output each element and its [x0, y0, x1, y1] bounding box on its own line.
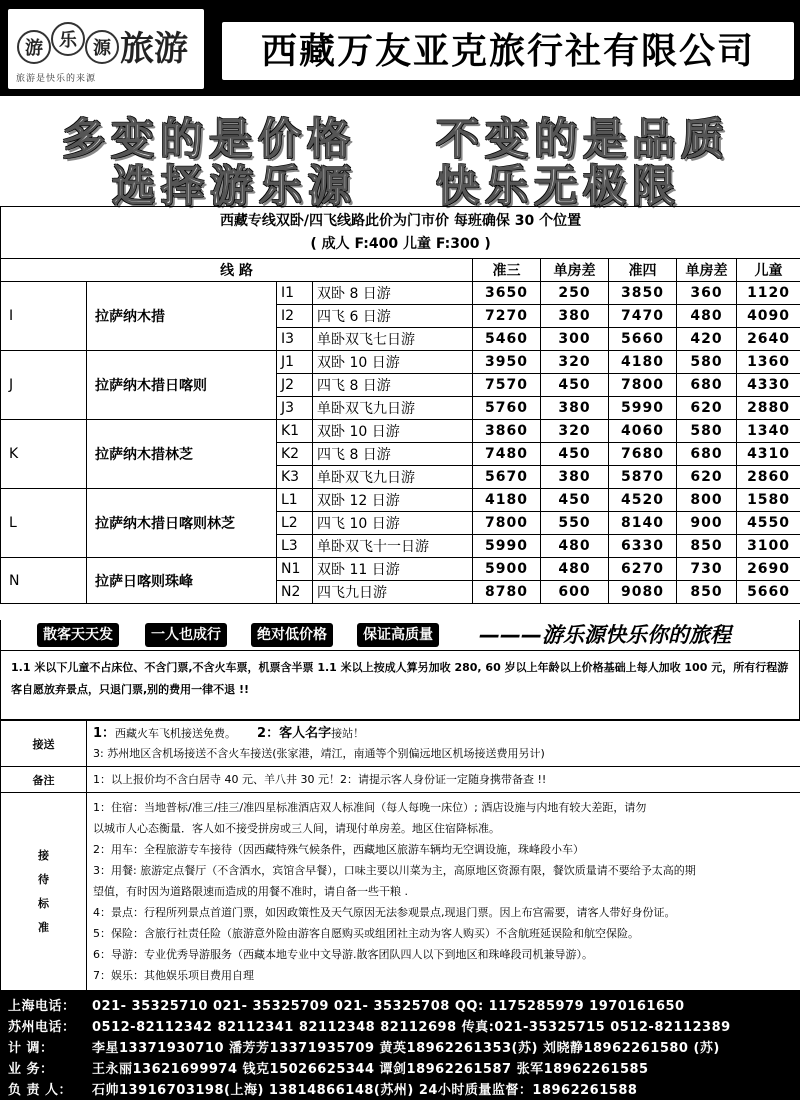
route-code: N1: [277, 558, 313, 581]
price-zs: 8780: [473, 581, 541, 604]
standard-label: [1, 793, 87, 991]
price-zsi: 7800: [609, 374, 677, 397]
price-zs: 4180: [473, 489, 541, 512]
logo-slogan: 旅游是快乐的来源: [16, 74, 97, 84]
route-group-name: 拉萨纳木措林芝: [87, 420, 277, 489]
route-name: 四飞 8 日游: [313, 374, 473, 397]
price-zs: 3860: [473, 420, 541, 443]
promo-tag-3: 绝对低价格: [251, 623, 333, 647]
price-dfc2: 620: [677, 466, 737, 489]
standard-line: 2：用车：全程旅游专车接待（因西藏特殊气候条件，西藏地区旅游车辆均无空调设施，珠峰段小车）: [93, 843, 584, 856]
price-zs: 5460: [473, 328, 541, 351]
price-child: 2860: [737, 466, 800, 489]
route-name: 四飞九日游: [313, 581, 473, 604]
price-zs: 7800: [473, 512, 541, 535]
price-zsi: 8140: [609, 512, 677, 535]
price-dfc2: 850: [677, 535, 737, 558]
transfer-line-3: 3: 苏州地区含机场接送不含火车接送(张家港，靖江，南通等个别偏远地区机场接送费用另计): [93, 746, 545, 760]
header-zs: 准三: [473, 259, 541, 282]
price-zsi: 6330: [609, 535, 677, 558]
footer-row-shanghai: [8, 995, 685, 1014]
route-name: 双卧 12 日游: [313, 489, 473, 512]
price-zs: 3950: [473, 351, 541, 374]
route-code: L3: [277, 535, 313, 558]
company-name: 西藏万友亚克旅行社有限公司: [222, 22, 794, 80]
footer-text: 王永丽13621699974 钱克15026625344 谭剑18962261587 张军18962261585: [92, 1062, 649, 1077]
price-zs: 3650: [473, 282, 541, 305]
price-child: 4550: [737, 512, 800, 535]
price-zsi: 5870: [609, 466, 677, 489]
route-code: J1: [277, 351, 313, 374]
price-child: 4090: [737, 305, 800, 328]
transfer-line-2-bold: 2：客人名字: [257, 725, 332, 741]
price-zsi: 7680: [609, 443, 677, 466]
standard-content: [87, 793, 800, 991]
price-zs: 7570: [473, 374, 541, 397]
logo-char: 游: [25, 38, 43, 59]
price-zsi: 4180: [609, 351, 677, 374]
price-child: 2690: [737, 558, 800, 581]
price-zsi: 7470: [609, 305, 677, 328]
contact-footer: [0, 990, 800, 1100]
table-header-row: [1, 259, 800, 282]
price-dfc1: 320: [541, 351, 609, 374]
price-child: 1580: [737, 489, 800, 512]
footer-label: 苏州电话：: [8, 1020, 76, 1035]
promo-tag-1: 散客天天发: [37, 623, 119, 647]
price-dfc1: 480: [541, 535, 609, 558]
standard-label-3: 标: [38, 896, 49, 910]
header-route: 线 路: [1, 259, 473, 282]
header-zsi: 准四: [609, 259, 677, 282]
route-row: [1, 558, 800, 581]
logo-circles-icon: [16, 17, 120, 67]
standard-label-1: 接: [38, 848, 49, 862]
price-zs: 7480: [473, 443, 541, 466]
price-dfc2: 730: [677, 558, 737, 581]
footer-row-planner: [8, 1037, 720, 1056]
price-dfc1: 380: [541, 397, 609, 420]
route-group-letter: N: [1, 558, 87, 604]
price-dfc1: 480: [541, 558, 609, 581]
route-group-letter: J: [1, 351, 87, 420]
promo-tag-2: 一人也成行: [145, 623, 227, 647]
price-dfc1: 600: [541, 581, 609, 604]
price-dfc1: 450: [541, 443, 609, 466]
route-group-letter: I: [1, 282, 87, 351]
price-dfc2: 580: [677, 351, 737, 374]
route-group-name: 拉萨纳木措日喀则林芝: [87, 489, 277, 558]
route-row: [1, 351, 800, 374]
price-child: 3100: [737, 535, 800, 558]
price-zs: 5900: [473, 558, 541, 581]
price-zs: 5670: [473, 466, 541, 489]
route-code: J2: [277, 374, 313, 397]
price-dfc1: 380: [541, 305, 609, 328]
price-child: 2880: [737, 397, 800, 420]
remark-label: 备注: [1, 767, 87, 793]
standard-label-4: 准: [38, 920, 49, 934]
price-table-wrap: [0, 206, 800, 604]
price-child: 4310: [737, 443, 800, 466]
transfer-line-2: 接站！: [331, 726, 365, 740]
route-code: K3: [277, 466, 313, 489]
standard-row: [1, 793, 800, 991]
footer-row-sales: [8, 1058, 649, 1077]
route-group-letter: L: [1, 489, 87, 558]
route-name: 单卧双飞九日游: [313, 466, 473, 489]
price-dfc2: 620: [677, 397, 737, 420]
route-code: I1: [277, 282, 313, 305]
price-child: 1340: [737, 420, 800, 443]
price-dfc2: 900: [677, 512, 737, 535]
standard-line: 7：娱乐：其他娱乐项目费用自理: [93, 969, 254, 982]
price-dfc2: 850: [677, 581, 737, 604]
route-code: L1: [277, 489, 313, 512]
transfer-label: 接送: [1, 721, 87, 767]
table-title-1: 西藏专线双卧/四飞线路此价为门市价 每班确保 30 个位置: [219, 212, 582, 229]
remark-row: [1, 767, 800, 793]
child-policy-notes: 1.1 米以下儿童不占床位、不含门票,不含火车票，机票含半票 1.1 米以上按成人算另加收 280, 60 岁以上年龄以上价格基础上每人加收 100 元，所有行程游客自愿放弃景点，只退门票,别的费用一律不退 !!: [0, 650, 800, 720]
footer-text: 李星13371930710 潘芳芳13371935709 黄英18962261353(苏) 刘晓静18962261580 (苏): [92, 1041, 720, 1056]
price-zs: 5760: [473, 397, 541, 420]
slogan-3: 选择游乐源: [112, 162, 357, 212]
route-row: [1, 282, 800, 305]
standard-line: 4：景点：行程所列景点首道门票，如因政策性及天气原因无法参观景点,现退门票。因上布宫需要，请客人带好身份证。: [93, 906, 676, 919]
footer-label: 计 调：: [8, 1041, 54, 1056]
price-dfc1: 450: [541, 374, 609, 397]
route-name: 四飞 8 日游: [313, 443, 473, 466]
price-zsi: 4060: [609, 420, 677, 443]
price-child: 5660: [737, 581, 800, 604]
logo-char: 乐: [59, 30, 77, 51]
promo-banner: [0, 620, 800, 650]
route-group-letter: K: [1, 420, 87, 489]
price-dfc1: 300: [541, 328, 609, 351]
price-dfc2: 480: [677, 305, 737, 328]
price-dfc1: 250: [541, 282, 609, 305]
price-dfc2: 800: [677, 489, 737, 512]
price-dfc2: 580: [677, 420, 737, 443]
route-name: 双卧 10 日游: [313, 420, 473, 443]
price-table: [0, 206, 800, 604]
route-name: 双卧 11 日游: [313, 558, 473, 581]
footer-text: 0512-82112342 82112341 82112348 82112698 传真:021-35325715 0512-82112389: [92, 1020, 731, 1035]
price-dfc2: 420: [677, 328, 737, 351]
standard-line: 6：导游：专业优秀导游服务（西藏本地专业中文导游.散客团队四人以下到地区和珠峰段司机兼导游）。: [93, 948, 593, 961]
price-dfc1: 320: [541, 420, 609, 443]
transfer-num-1: 1：: [93, 725, 116, 741]
transfer-line-1: 西藏火车飞机接送免费。: [115, 726, 237, 740]
price-dfc1: 380: [541, 466, 609, 489]
route-code: I3: [277, 328, 313, 351]
route-code: L2: [277, 512, 313, 535]
route-code: I2: [277, 305, 313, 328]
price-zsi: 6270: [609, 558, 677, 581]
price-dfc1: 550: [541, 512, 609, 535]
transfer-content: [87, 721, 800, 767]
price-child: 1360: [737, 351, 800, 374]
logo-main-text: 旅游: [120, 29, 188, 69]
promo-tag-4: 保证高质量: [357, 623, 439, 647]
footer-label: 上海电话：: [8, 999, 76, 1014]
price-zsi: 4520: [609, 489, 677, 512]
route-name: 双卧 10 日游: [313, 351, 473, 374]
standard-line: 3：用餐: 旅游定点餐厅（不含酒水，宾馆含早餐），口味主要以川菜为主，高原地区资源有限，餐饮质量请不要给予太高的期: [93, 864, 696, 877]
footer-row-suzhou: [8, 1016, 731, 1035]
route-row: [1, 420, 800, 443]
price-child: 1120: [737, 282, 800, 305]
route-code: K1: [277, 420, 313, 443]
logo: [8, 9, 204, 89]
route-group-name: 拉萨纳木措: [87, 282, 277, 351]
price-child: 2640: [737, 328, 800, 351]
route-name: 单卧双飞十一日游: [313, 535, 473, 558]
page-header: [0, 0, 800, 96]
route-group-name: 拉萨纳木措日喀则: [87, 351, 277, 420]
route-name: 四飞 10 日游: [313, 512, 473, 535]
slogan-4: 快乐无极限: [436, 162, 681, 212]
slogan-2: 不变的是品质: [436, 115, 730, 165]
footer-text: 021- 35325710 021- 35325709 021- 35325708 QQ: 1175285979 1970161650: [92, 999, 685, 1014]
transfer-row: [1, 721, 800, 767]
remark-text: 1：以上报价均不含白居寺 40 元、羊八井 30 元！2：请提示客人身份证一定随身携带备查 !!: [87, 767, 800, 793]
price-zs: 7270: [473, 305, 541, 328]
table-title-row: [1, 207, 800, 259]
standard-line: 1：住宿：当地普标/准三/挂三/准四星标准酒店双人标准间（每人每晚一床位）; 酒店设施与内地有较大差距，请勿: [93, 801, 647, 814]
route-code: N2: [277, 581, 313, 604]
price-dfc2: 360: [677, 282, 737, 305]
route-row: [1, 489, 800, 512]
price-zs: 5990: [473, 535, 541, 558]
standard-label-2: 待: [38, 872, 49, 886]
header-dfc1: 单房差: [541, 259, 609, 282]
standard-line: 5：保险：含旅行社责任险（旅游意外险由游客自愿购买或组团社主动为客人购买）不含航班延误险和航空保险。: [93, 927, 639, 940]
price-dfc2: 680: [677, 443, 737, 466]
price-zsi: 9080: [609, 581, 677, 604]
banner-tagline: ———游乐源快乐你的旅程: [479, 623, 731, 647]
footer-label: 业 务：: [8, 1062, 54, 1077]
standard-line: 以城市人心态衡量．客人如不接受拼房或三人间，请现付单房差。地区住宿降标准。: [93, 822, 500, 835]
footer-row-manager: [8, 1079, 637, 1098]
route-group-name: 拉萨日喀则珠峰: [87, 558, 277, 604]
route-code: K2: [277, 443, 313, 466]
price-child: 4330: [737, 374, 800, 397]
price-dfc1: 450: [541, 489, 609, 512]
footer-label: 负 责 人：: [8, 1083, 73, 1098]
standard-line: 望值，有时因为道路限速而造成的用餐不准时，请自备一些干粮 .: [93, 885, 408, 898]
logo-char: 源: [93, 38, 111, 59]
route-name: 单卧双飞七日游: [313, 328, 473, 351]
slogan-1: 多变的是价格: [62, 115, 356, 165]
table-title-2: ( 成人 F:400 儿童 F:300 ): [310, 235, 491, 252]
route-code: J3: [277, 397, 313, 420]
price-zsi: 3850: [609, 282, 677, 305]
route-name: 单卧双飞九日游: [313, 397, 473, 420]
header-dfc2: 单房差: [677, 259, 737, 282]
price-zsi: 5990: [609, 397, 677, 420]
header-child: 儿童: [737, 259, 800, 282]
footer-text: 石帅13916703198(上海) 13814866148(苏州) 24小时质量监督：18962261588: [92, 1083, 638, 1098]
route-name: 四飞 6 日游: [313, 305, 473, 328]
route-name: 双卧 8 日游: [313, 282, 473, 305]
price-zsi: 5660: [609, 328, 677, 351]
price-dfc2: 680: [677, 374, 737, 397]
info-table: [0, 720, 800, 991]
